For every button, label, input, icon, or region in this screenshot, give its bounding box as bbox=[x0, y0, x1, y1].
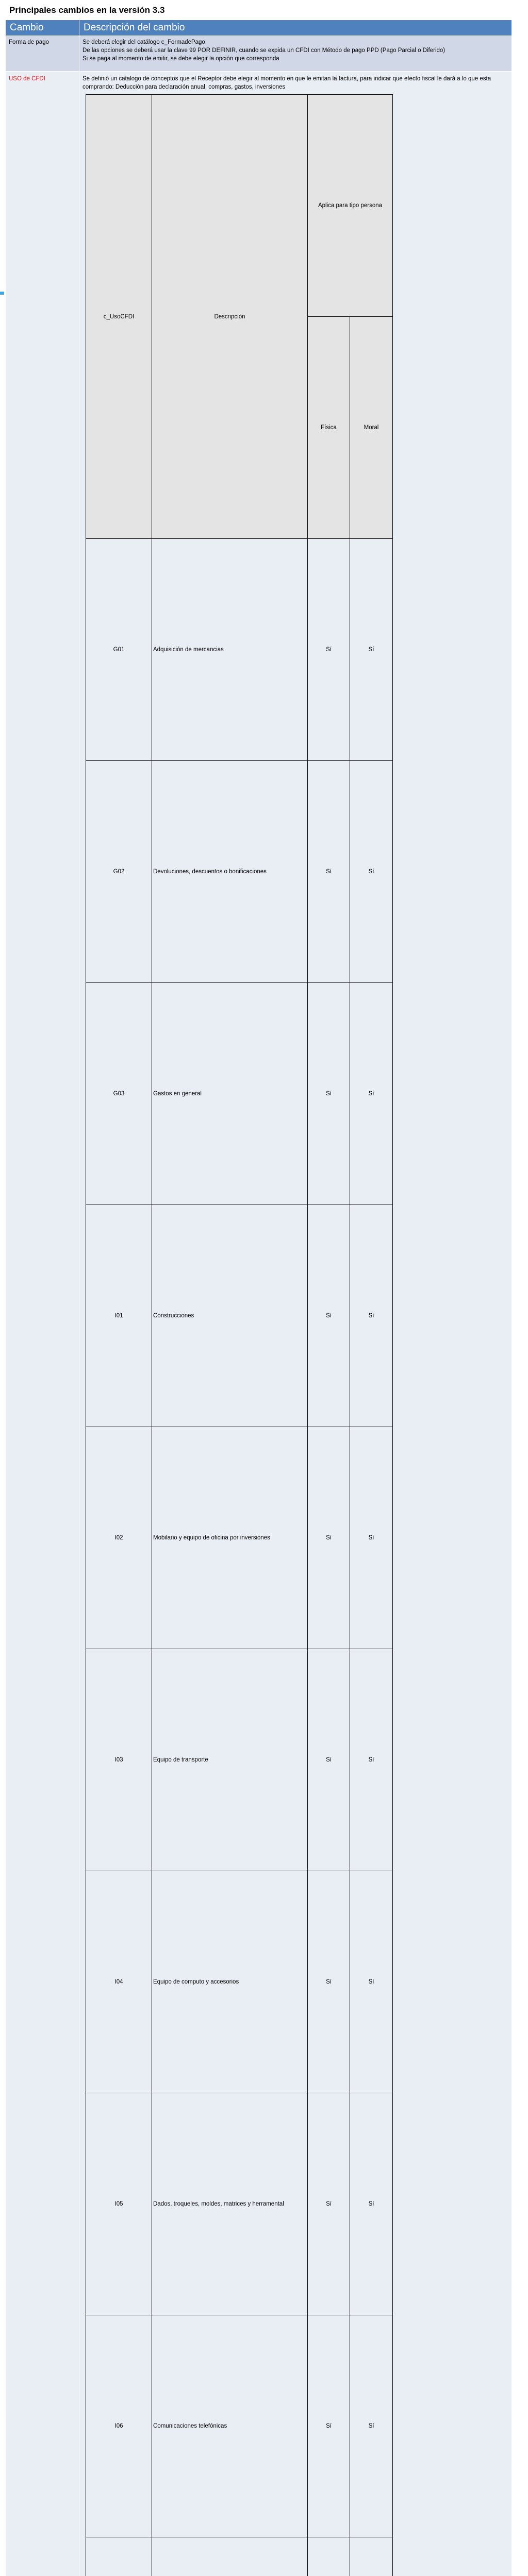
catalog-cell-moral: Sí bbox=[350, 983, 393, 1205]
catalog-row bbox=[86, 1649, 393, 1871]
col-fisica-header: Física bbox=[308, 317, 350, 539]
changes-table bbox=[5, 20, 512, 2576]
catalog-cell-moral: Sí bbox=[350, 2093, 393, 2315]
catalog-cell-clave bbox=[86, 2537, 152, 2576]
catalog-row bbox=[86, 1871, 393, 2093]
catalog-cell-clave: I03 bbox=[86, 1649, 152, 1871]
catalog-cell-clave: I02 bbox=[86, 1427, 152, 1649]
header-cambio: Cambio bbox=[6, 20, 79, 36]
catalog-cell-desc: Gastos en general bbox=[152, 983, 308, 1205]
col-aplica-header: Aplica para tipo persona bbox=[308, 95, 393, 317]
catalog-cell-clave: I04 bbox=[86, 1871, 152, 2093]
catalog-cell-desc: Dados, troqueles, moldes, matrices y herramental bbox=[152, 2093, 308, 2315]
catalog-cell-fisica: Sí bbox=[308, 2093, 350, 2315]
forma-pago-line: Si se paga al momento de emitir, se debe elegir la opción que corresponda bbox=[82, 55, 508, 63]
catalog-row bbox=[86, 1205, 393, 1427]
catalog-cell-moral: Sí bbox=[350, 2315, 393, 2537]
catalog-cell-moral bbox=[350, 2537, 393, 2576]
catalog-cell-clave: I01 bbox=[86, 1205, 152, 1427]
catalog-cell-desc: Comunicaciones telefónicas bbox=[152, 2315, 308, 2537]
uso-cfdi-description bbox=[79, 72, 512, 2576]
catalog-cell-fisica: Sí bbox=[308, 539, 350, 761]
catalog-body bbox=[86, 539, 393, 2576]
catalog-cell-clave: G02 bbox=[86, 761, 152, 983]
uso-cfdi-intro: Se definió un catalogo de conceptos que el Receptor debe elegir al momento en que le emitan la factura, para indicar que efecto fiscal le dará a lo que esta comprando: Deducción para declaración anual, compras, gastos, inversiones bbox=[82, 75, 508, 91]
catalog-cell-desc: Equipo de computo y accesorios bbox=[152, 1871, 308, 2093]
catalog-row bbox=[86, 983, 393, 1205]
row-forma-pago bbox=[6, 36, 512, 72]
col-moral-header: Moral bbox=[350, 317, 393, 539]
catalog-cell-clave: I05 bbox=[86, 2093, 152, 2315]
uso-cfdi-catalog-table bbox=[86, 94, 393, 2576]
catalog-cell-fisica: Sí bbox=[308, 1205, 350, 1427]
catalog-row bbox=[86, 1427, 393, 1649]
catalog-cell-fisica: Sí bbox=[308, 1649, 350, 1871]
catalog-header-row bbox=[86, 95, 393, 317]
row-uso-cfdi bbox=[6, 72, 512, 2576]
catalog-cell-clave: G01 bbox=[86, 539, 152, 761]
catalog-row bbox=[86, 539, 393, 761]
catalog-row bbox=[86, 2537, 393, 2576]
header-descripcion: Descripción del cambio bbox=[79, 20, 512, 36]
col-desc-header: Descripción bbox=[152, 95, 308, 539]
catalog-cell-moral: Sí bbox=[350, 1205, 393, 1427]
catalog-cell-moral: Sí bbox=[350, 1871, 393, 2093]
catalog-cell-desc: Adquisición de mercancias bbox=[152, 539, 308, 761]
catalog-cell-fisica bbox=[308, 2537, 350, 2576]
forma-pago-line: Se deberá elegir del catálogo c_FormadePago. bbox=[82, 38, 508, 46]
catalog-cell-clave: I06 bbox=[86, 2315, 152, 2537]
catalog-cell-desc: Devoluciones, descuentos o bonificaciones bbox=[152, 761, 308, 983]
col-clave-header: c_UsoCFDI bbox=[86, 95, 152, 539]
slide-corner-mark bbox=[0, 292, 4, 295]
catalog-cell-fisica: Sí bbox=[308, 1427, 350, 1649]
catalog-cell-fisica: Sí bbox=[308, 1871, 350, 2093]
catalog-row bbox=[86, 2093, 393, 2315]
catalog-cell-moral: Sí bbox=[350, 1427, 393, 1649]
catalog-cell-clave: G03 bbox=[86, 983, 152, 1205]
catalog-cell-desc bbox=[152, 2537, 308, 2576]
catalog-cell-desc: Mobilario y equipo de oficina por inversiones bbox=[152, 1427, 308, 1649]
uso-cfdi-label: USO de CFDI bbox=[6, 72, 79, 2576]
catalog-cell-moral: Sí bbox=[350, 761, 393, 983]
catalog-cell-desc: Equipo de transporte bbox=[152, 1649, 308, 1871]
catalog-cell-moral: Sí bbox=[350, 1649, 393, 1871]
forma-pago-description bbox=[79, 36, 512, 72]
catalog-cell-fisica: Sí bbox=[308, 983, 350, 1205]
catalog-cell-fisica: Sí bbox=[308, 761, 350, 983]
catalog-row bbox=[86, 761, 393, 983]
forma-pago-line: De las opciones se deberá usar la clave 99 POR DEFINIR, cuando se expida un CFDI con Método de pago PPD (Pago Parcial o Diferido) bbox=[82, 46, 508, 55]
catalog-row bbox=[86, 2315, 393, 2537]
catalog-cell-moral: Sí bbox=[350, 539, 393, 761]
catalog-cell-desc: Construcciones bbox=[152, 1205, 308, 1427]
forma-pago-label: Forma de pago bbox=[6, 36, 79, 72]
catalog-cell-fisica: Sí bbox=[308, 2315, 350, 2537]
header-row bbox=[6, 20, 512, 36]
page-title: Principales cambios en la versión 3.3 bbox=[9, 5, 164, 15]
